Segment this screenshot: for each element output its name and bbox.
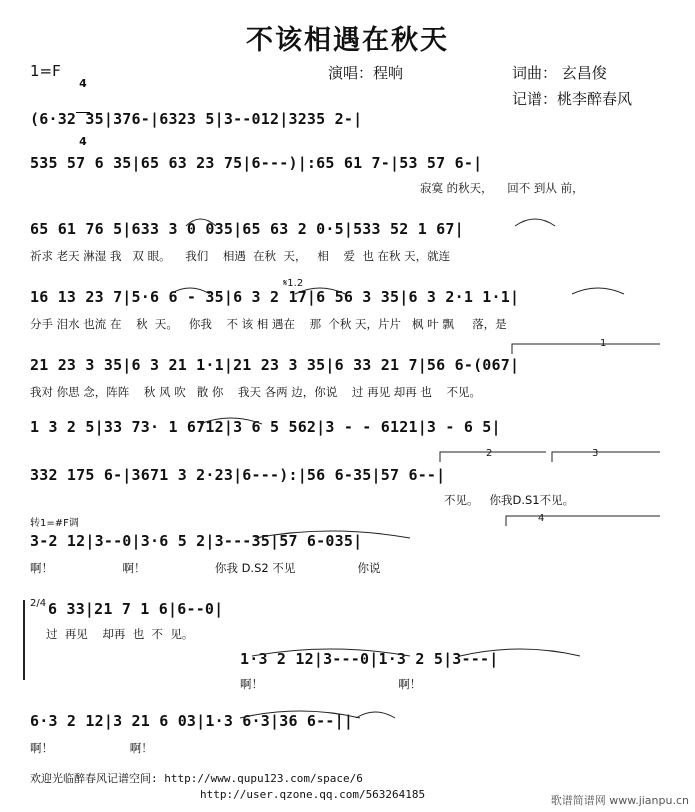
- notator-credit: 记谱：桃李醉春风: [512, 90, 633, 108]
- singer-credit: 演唱：程响: [328, 64, 404, 82]
- lyrics-line-2: 寂寞 的秋天， 回不 到从 前，: [420, 181, 584, 195]
- lyrics-line-3: 祈求 老天 淋湿 我 双 眼。 我们 相遇 在秋 天， 相 爱 也 在秋 天，就连: [30, 249, 451, 263]
- time-signature-bottom: 4: [79, 135, 87, 148]
- ending-2-marker: 2: [486, 448, 493, 459]
- key-signature: 1=F: [30, 62, 61, 80]
- melody-line-1: (6·32 35|376-|6323 5|3--012|3235 2-|: [30, 110, 363, 128]
- footer-line-2: http://user.qzone.qq.com/563264185: [200, 788, 426, 801]
- melody-line-10: 1·3 2 12|3---0|1·3 2 5|3---|: [240, 650, 499, 668]
- lyrics-line-10: 啊！ 啊！: [240, 677, 422, 691]
- composer-credit: 词曲： 玄昌俊: [512, 64, 607, 82]
- melody-line-8: 3-2 12|3--0|3·6 5 2|3---35|57 6-035|: [30, 532, 363, 550]
- modulation-marker: 转1=#F调: [30, 518, 79, 529]
- ending-1-marker: 1: [600, 338, 607, 349]
- time-signature-top: 4: [79, 77, 87, 90]
- lyrics-line-7: 不见。 你我D.S1不见。: [444, 493, 575, 507]
- ending-4-marker: 4: [538, 513, 545, 524]
- melody-line-5: 21 23 3 35|6 3 21 1·1|21 23 3 35|6 33 21 7|56 6-(067|: [30, 356, 520, 374]
- melody-line-2: 535 57 6 35|65 63 23 75|6---)|:65 61 7-|53 57 6-|: [30, 154, 483, 172]
- time-change-marker: 2/4: [30, 598, 47, 609]
- melody-line-9: 6 33|21 7 1 6|6--0|: [48, 600, 224, 618]
- lyrics-line-8: 啊！ 啊！ 你我 D.S2 不见 你说: [30, 561, 381, 575]
- segno-marker: 𝄋1.2: [283, 278, 304, 289]
- melody-line-4: 16 13 23 7|5·6 6 - 35|6 3 2 17|6 56 3 35|6 3 2·1 1·1|: [30, 288, 520, 306]
- song-title: 不该相遇在秋天: [246, 25, 449, 56]
- footer-line-1: 欢迎光临醉春风记谱空间: http://www.qupu123.com/space/6: [30, 772, 363, 785]
- melody-line-7: 332 175 6-|3671 3 2·23|6---):|56 6-35|57 6--|: [30, 466, 446, 484]
- melody-line-3: 65 61 76 5|633 3 0 035|65 63 2 0·5|533 52 1 67|: [30, 220, 464, 238]
- melody-line-11: 6·3 2 12|3 21 6 03|1·3 6·3|36 6--||: [30, 712, 354, 730]
- ending-3-marker: 3: [592, 448, 599, 459]
- lyrics-line-11: 啊！ 啊！: [30, 741, 153, 755]
- lyrics-line-4: 分手 泪水 也流 在 秋 天。 你我 不 该 相 遇在 那 个秋 天，片片 枫 叶 飘 落，是: [30, 317, 507, 331]
- melody-line-6: 1 3 2 5|33 73· 1 6712|3 6 5 562|3 - - 6121|3 - 6 5|: [30, 418, 501, 436]
- watermark: 歌谱简谱网 www.jianpu.cn: [550, 794, 689, 807]
- lyrics-line-5: 我对 你思 念，阵阵 秋 风 吹 散 你 我天 各两 边，你说 过 再见 却再 也 不见。: [30, 385, 482, 399]
- lyrics-line-9: 过 再见 却再 也 不 见。: [46, 627, 194, 641]
